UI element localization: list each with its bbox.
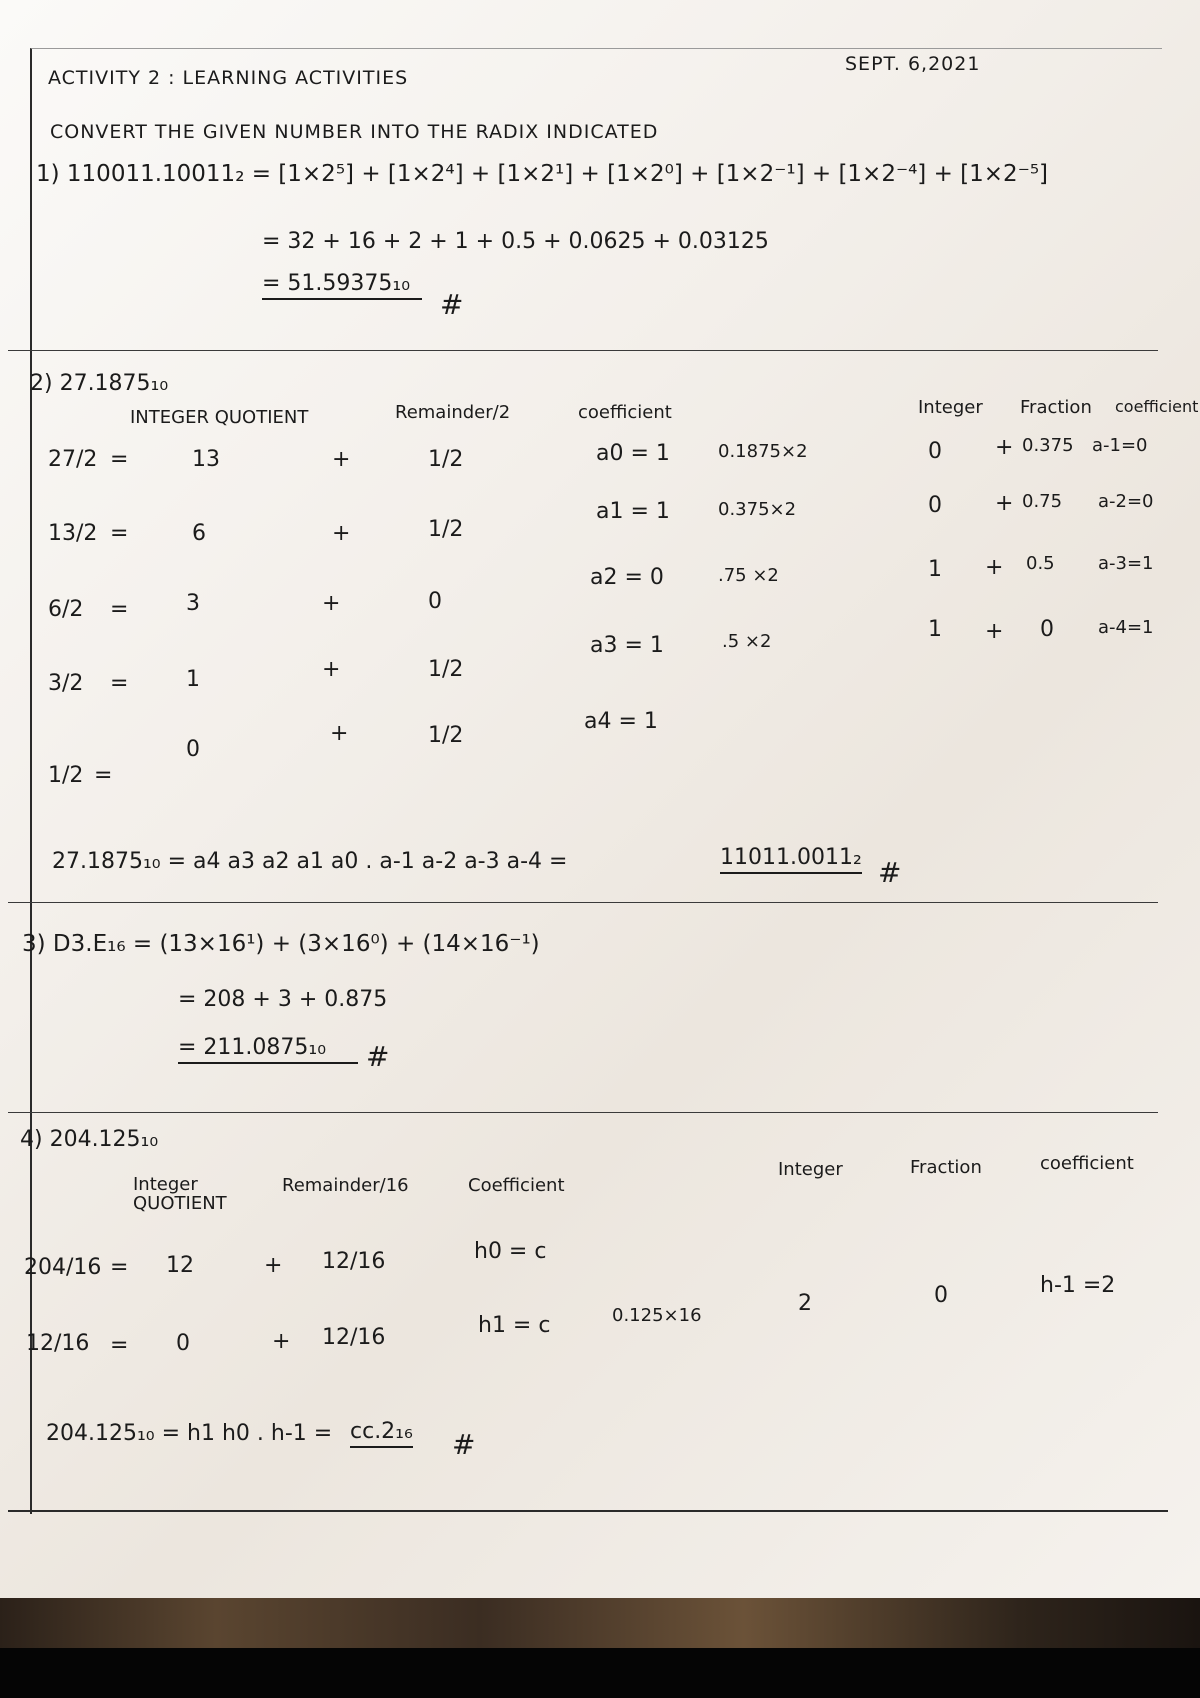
section-divider xyxy=(8,902,1158,903)
row-quotient: 0 xyxy=(186,737,200,762)
problem4-header-integer: Integer xyxy=(778,1159,843,1180)
row-quotient: 13 xyxy=(192,447,220,472)
problem2-done-mark: # xyxy=(878,856,902,889)
problem4-result-expression: 204.125₁₀ = h1 h0 . h-1 = xyxy=(46,1421,333,1446)
row-division: 204/16 xyxy=(24,1255,102,1280)
activity-title: ACTIVITY 2 : LEARNING ACTIVITIES xyxy=(48,67,409,89)
row-division: 13/2 xyxy=(48,521,98,546)
desk-surface-strip xyxy=(0,1598,1200,1648)
row-remainder: 0 xyxy=(428,589,442,614)
problem4-done-mark: # xyxy=(452,1428,476,1461)
problem3-expansion: 3) D3.E₁₆ = (13×16¹) + (3×16⁰) + (14×16⁻¹) xyxy=(22,931,540,957)
problem2-header-fraction: Fraction xyxy=(1020,397,1092,418)
problem2-answer: 11011.0011₂ xyxy=(720,846,862,874)
frac-integer: 1 xyxy=(928,617,942,642)
frac-coefficient: a-4=1 xyxy=(1098,617,1154,638)
frac-multiplication: 0.125×16 xyxy=(612,1305,702,1326)
problem4-header-quotient: Integer QUOTIENT xyxy=(133,1174,227,1214)
row-coefficient: h0 = c xyxy=(474,1239,547,1264)
row-plus: + xyxy=(322,591,341,616)
row-plus: + xyxy=(264,1253,283,1278)
row-remainder: 1/2 xyxy=(428,447,464,472)
row-division: 1/2 xyxy=(48,763,84,788)
problem1-done-mark: # xyxy=(440,288,464,321)
row-equals: = xyxy=(110,1255,129,1280)
row-quotient: 12 xyxy=(166,1253,194,1278)
row-plus: + xyxy=(332,521,351,546)
frac-coefficient: h-1 =2 xyxy=(1040,1273,1116,1298)
problem4-header-frac-coefficient: coefficient xyxy=(1040,1153,1134,1174)
dark-background-strip xyxy=(0,1648,1200,1698)
row-remainder: 12/16 xyxy=(322,1249,386,1274)
row-plus: + xyxy=(330,721,349,746)
row-remainder: 12/16 xyxy=(322,1325,386,1350)
row-remainder: 1/2 xyxy=(428,723,464,748)
page-bottom-border xyxy=(8,1510,1168,1512)
problem4-header-remainder: Remainder/16 xyxy=(282,1175,409,1196)
frac-coefficient: a-2=0 xyxy=(1098,491,1154,512)
frac-plus: + xyxy=(995,435,1014,460)
problem1-answer: = 51.59375₁₀ xyxy=(262,272,422,300)
frac-integer: 0 xyxy=(928,439,942,464)
problem2-header-integer: Integer xyxy=(918,397,983,418)
frac-plus: + xyxy=(985,619,1004,644)
row-remainder: 1/2 xyxy=(428,517,464,542)
frac-fraction: 0.5 xyxy=(1026,553,1055,574)
row-division: 6/2 xyxy=(48,597,84,622)
section-divider xyxy=(8,350,1158,351)
row-remainder: 1/2 xyxy=(428,657,464,682)
problem2-header-remainder: Remainder/2 xyxy=(395,402,511,423)
frac-fraction: 0 xyxy=(1040,617,1054,642)
problem2-header-quotient: INTEGER QUOTIENT xyxy=(130,407,309,428)
problem1-sum: = 32 + 16 + 2 + 1 + 0.5 + 0.0625 + 0.03125 xyxy=(262,229,769,254)
problem2-header-coefficient: coefficient xyxy=(578,402,672,423)
row-coefficient: a2 = 0 xyxy=(590,565,664,590)
row-plus: + xyxy=(332,447,351,472)
row-equals: = xyxy=(110,1333,129,1358)
row-quotient: 1 xyxy=(186,667,200,692)
problem4-answer: cc.2₁₆ xyxy=(350,1420,413,1448)
frac-integer: 2 xyxy=(798,1291,812,1316)
problem4-title: 4) 204.125₁₀ xyxy=(20,1127,159,1152)
problem4-header-fraction: Fraction xyxy=(910,1157,982,1178)
problem3-answer: = 211.0875₁₀ xyxy=(178,1036,358,1064)
problem4-header-coefficient: Coefficient xyxy=(468,1175,565,1196)
row-plus: + xyxy=(272,1329,291,1354)
frac-multiplication: 0.1875×2 xyxy=(718,441,808,462)
frac-integer: 1 xyxy=(928,557,942,582)
row-coefficient: h1 = c xyxy=(478,1313,551,1338)
problem3-done-mark: # xyxy=(366,1040,390,1073)
row-equals: = xyxy=(110,521,129,546)
row-division: 27/2 xyxy=(48,447,98,472)
frac-multiplication: 0.375×2 xyxy=(718,499,797,520)
row-division: 12/16 xyxy=(26,1331,90,1356)
problem1-expansion: 1) 110011.10011₂ = [1×2⁵] + [1×2⁴] + [1×2¹] + [1×2⁰] + [1×2⁻¹] + [1×2⁻⁴] + [1×2⁻⁵] xyxy=(36,161,1049,187)
frac-integer: 0 xyxy=(928,493,942,518)
problem2-result-expression: 27.1875₁₀ = a4 a3 a2 a1 a0 . a-1 a-2 a-3 a-4 = xyxy=(52,849,568,874)
row-quotient: 6 xyxy=(192,521,206,546)
frac-fraction: 0 xyxy=(934,1283,948,1308)
frac-coefficient: a-3=1 xyxy=(1098,553,1154,574)
row-equals: = xyxy=(94,763,113,788)
row-coefficient: a0 = 1 xyxy=(596,441,670,466)
row-coefficient: a1 = 1 xyxy=(596,499,670,524)
row-division: 3/2 xyxy=(48,671,84,696)
problem2-title: 2) 27.1875₁₀ xyxy=(30,371,169,396)
problem2-header-frac-coefficient: coefficient xyxy=(1115,397,1199,416)
frac-fraction: 0.75 xyxy=(1022,491,1063,512)
frac-plus: + xyxy=(995,491,1014,516)
problem3-sum: = 208 + 3 + 0.875 xyxy=(178,987,388,1012)
frac-multiplication: .75 ×2 xyxy=(718,565,779,586)
row-plus: + xyxy=(322,657,341,682)
row-equals: = xyxy=(110,671,129,696)
row-coefficient: a4 = 1 xyxy=(584,709,658,734)
row-quotient: 0 xyxy=(176,1331,190,1356)
frac-fraction: 0.375 xyxy=(1022,435,1074,456)
row-quotient: 3 xyxy=(186,591,200,616)
row-equals: = xyxy=(110,447,129,472)
instruction-text: CONVERT THE GIVEN NUMBER INTO THE RADIX INDICATED xyxy=(50,121,659,143)
row-equals: = xyxy=(110,597,129,622)
section-divider xyxy=(8,1112,1158,1113)
notebook-page xyxy=(30,48,1162,1514)
date-label: SEPT. 6,2021 xyxy=(845,53,981,75)
frac-multiplication: .5 ×2 xyxy=(722,631,772,652)
frac-plus: + xyxy=(985,555,1004,580)
frac-coefficient: a-1=0 xyxy=(1092,435,1148,456)
row-coefficient: a3 = 1 xyxy=(590,633,664,658)
